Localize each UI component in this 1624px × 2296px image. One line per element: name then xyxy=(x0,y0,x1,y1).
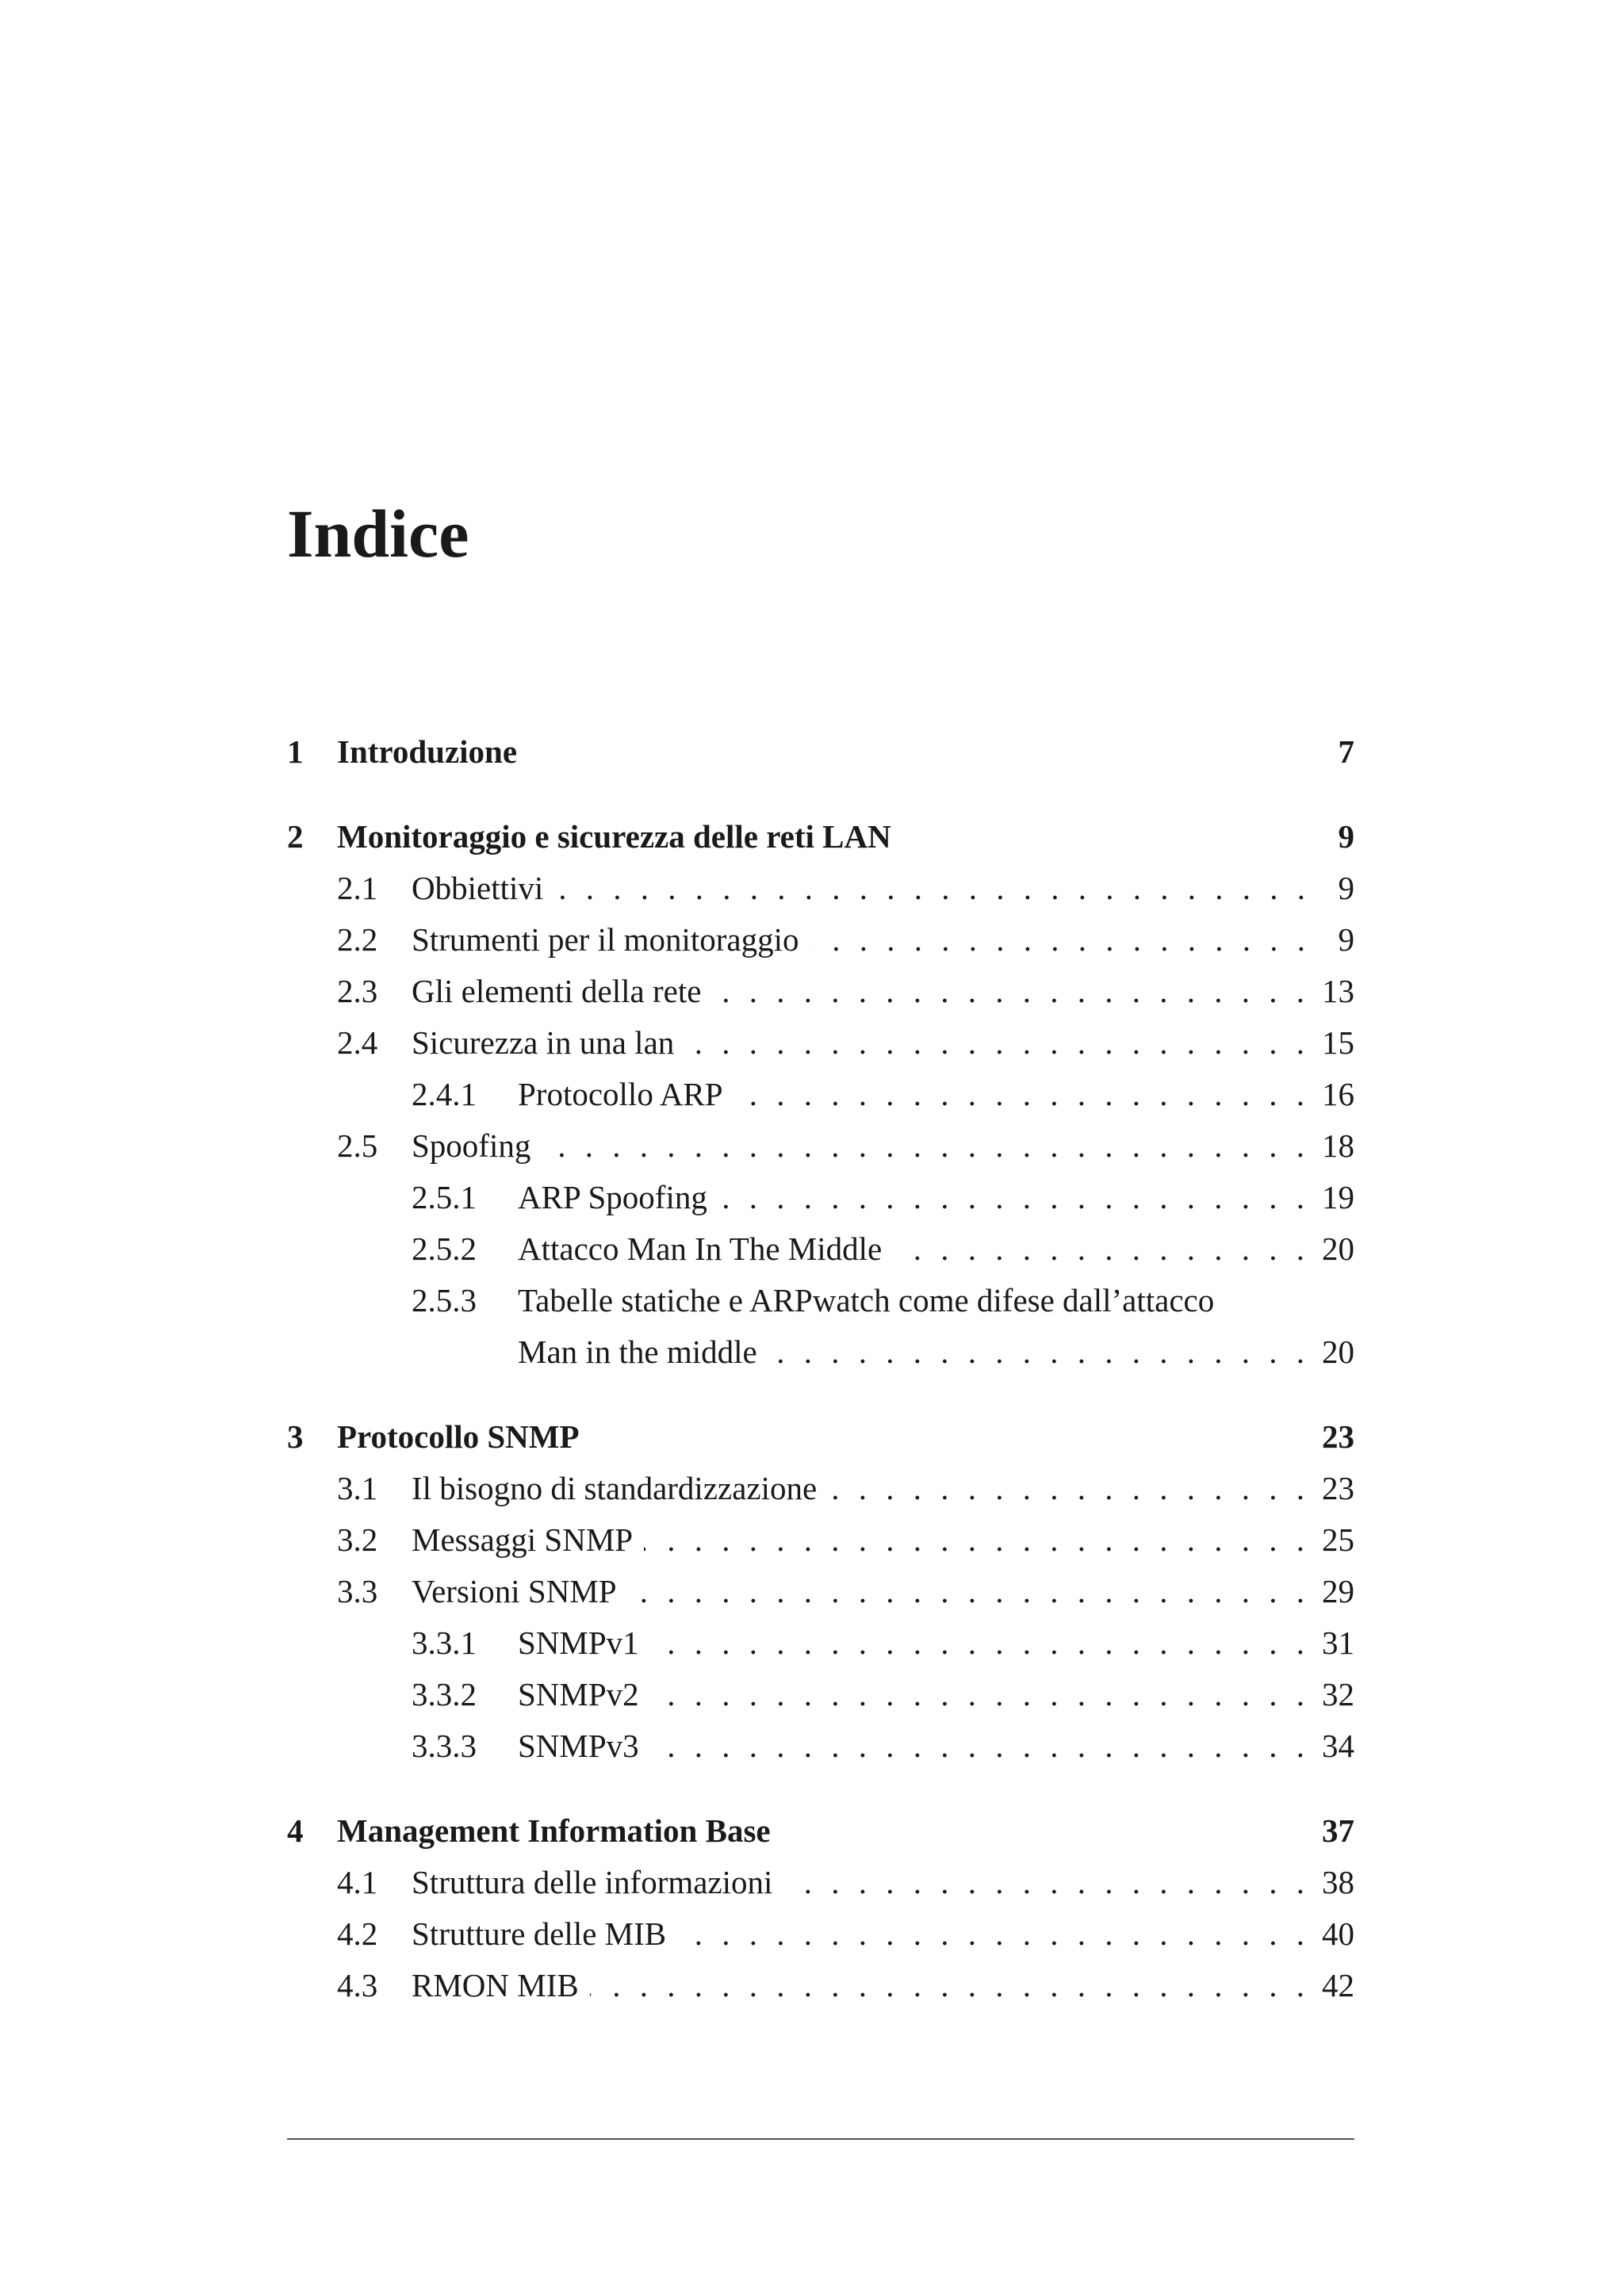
section-number: 2.5 xyxy=(337,1127,378,1164)
dot-leaders xyxy=(628,1572,1304,1610)
section-title: Strumenti per il monitoraggio xyxy=(412,920,799,958)
dot-leaders xyxy=(677,1915,1304,1953)
toc-section-entry[interactable] xyxy=(287,1565,1354,1617)
subsection-number: 3.3.1 xyxy=(412,1624,477,1661)
footer-rule xyxy=(287,2138,1354,2140)
toc-subsection-entry[interactable] xyxy=(287,1171,1354,1223)
toc-section-entry[interactable] xyxy=(287,1513,1354,1565)
toc-chapter-3 xyxy=(287,1410,1354,1771)
section-title: Il bisogno di standardizzazione xyxy=(412,1469,818,1506)
toc-chapter-2 xyxy=(287,810,1354,1377)
toc-section-entry[interactable] xyxy=(287,1119,1354,1171)
page-number: 34 xyxy=(1322,1727,1354,1764)
dot-leaders xyxy=(893,1230,1304,1268)
page-number: 19 xyxy=(1322,1178,1354,1215)
toc-section-entry[interactable] xyxy=(287,1016,1354,1068)
toc-subsection-entry[interactable] xyxy=(287,1720,1354,1771)
page-number: 15 xyxy=(1322,1024,1354,1061)
dot-leaders xyxy=(810,920,1305,959)
chapter-number: 4 xyxy=(287,1812,304,1849)
page-number: 23 xyxy=(1322,1418,1354,1455)
page-number: 40 xyxy=(1322,1915,1354,1952)
section-number: 2.3 xyxy=(337,972,378,1009)
dot-leaders xyxy=(712,972,1304,1010)
page-number: 38 xyxy=(1322,1863,1354,1900)
dot-leaders xyxy=(768,1333,1304,1371)
dot-leaders xyxy=(650,1727,1304,1765)
page-number: 20 xyxy=(1322,1230,1354,1267)
chapter-title: Management Information Base xyxy=(337,1812,771,1849)
toc-subsection-entry[interactable] xyxy=(287,1274,1354,1326)
page-number: 16 xyxy=(1322,1075,1354,1112)
page-number: 37 xyxy=(1322,1812,1354,1849)
toc-subsection-entry[interactable] xyxy=(287,1068,1354,1119)
dot-leaders xyxy=(783,1863,1304,1901)
chapter-number: 2 xyxy=(287,817,304,855)
page-number: 23 xyxy=(1322,1469,1354,1506)
subsection-title: SNMPv2 xyxy=(518,1675,639,1712)
section-number: 3.3 xyxy=(337,1572,378,1609)
section-title: Gli elementi della rete xyxy=(412,972,702,1009)
page-number: 9 xyxy=(1338,869,1354,906)
toc-section-entry[interactable] xyxy=(287,1856,1354,1908)
subsection-number: 2.4.1 xyxy=(412,1075,477,1112)
toc-section-entry[interactable] xyxy=(287,1959,1354,2011)
toc-subsection-entry[interactable] xyxy=(287,1617,1354,1668)
dot-leaders xyxy=(650,1675,1304,1713)
dot-leaders xyxy=(590,1966,1304,2004)
section-title: Spoofing xyxy=(412,1127,531,1164)
page-number: 9 xyxy=(1338,920,1354,958)
toc-chapter-4 xyxy=(287,1804,1354,2011)
toc-chapter-entry[interactable] xyxy=(287,810,1354,862)
toc-section-entry[interactable] xyxy=(287,913,1354,965)
section-title: Strutture delle MIB xyxy=(412,1915,667,1952)
section-number: 3.1 xyxy=(337,1469,378,1506)
section-title: Versioni SNMP xyxy=(412,1572,617,1609)
section-number: 2.4 xyxy=(337,1024,378,1061)
toc-chapter-entry[interactable] xyxy=(287,725,1354,777)
section-number: 4.2 xyxy=(337,1915,378,1952)
subsection-title: SNMPv3 xyxy=(518,1727,639,1764)
section-title: Struttura delle informazioni xyxy=(412,1863,773,1900)
section-number: 3.2 xyxy=(337,1521,378,1558)
section-title: Messaggi SNMP xyxy=(412,1521,634,1558)
page-number: 7 xyxy=(1338,733,1354,770)
page-number: 18 xyxy=(1322,1127,1354,1164)
section-title: Sicurezza in una lan xyxy=(412,1024,675,1061)
toc-section-entry[interactable] xyxy=(287,965,1354,1016)
subsection-title: Protocollo ARP xyxy=(518,1075,723,1112)
subsection-title: Man in the middle xyxy=(518,1333,757,1370)
chapter-number: 3 xyxy=(287,1418,304,1455)
table-of-contents xyxy=(287,725,1354,2044)
section-title: RMON MIB xyxy=(412,1966,579,2003)
dot-leaders xyxy=(718,1178,1304,1216)
page-number: 25 xyxy=(1322,1521,1354,1558)
section-number: 2.1 xyxy=(337,869,378,906)
section-number: 4.1 xyxy=(337,1863,378,1900)
page-number: 9 xyxy=(1338,817,1354,855)
page-title: Indice xyxy=(287,496,469,572)
subsection-number: 3.3.2 xyxy=(412,1675,477,1712)
section-title: Obbiettivi xyxy=(412,869,544,906)
dot-leaders xyxy=(685,1024,1304,1062)
page-number: 31 xyxy=(1322,1624,1354,1661)
chapter-title: Protocollo SNMP xyxy=(337,1418,580,1455)
page-number: 29 xyxy=(1322,1572,1354,1609)
toc-chapter-entry[interactable] xyxy=(287,1410,1354,1462)
dot-leaders xyxy=(734,1075,1304,1113)
page-number: 20 xyxy=(1322,1333,1354,1370)
subsection-number: 2.5.2 xyxy=(412,1230,477,1267)
toc-chapter-1 xyxy=(287,725,1354,777)
toc-subsection-continuation[interactable] xyxy=(287,1326,1354,1377)
toc-section-entry[interactable] xyxy=(287,1462,1354,1513)
dot-leaders xyxy=(542,1127,1304,1165)
chapter-title: Introduzione xyxy=(337,733,518,770)
toc-chapter-entry[interactable] xyxy=(287,1804,1354,1856)
toc-subsection-entry[interactable] xyxy=(287,1668,1354,1720)
subsection-title: Tabelle statiche e ARPwatch come difese dall’attacco xyxy=(518,1281,1215,1318)
dot-leaders xyxy=(554,869,1305,907)
dot-leaders xyxy=(828,1469,1304,1507)
subsection-number: 2.5.3 xyxy=(412,1281,477,1318)
subsection-number: 3.3.3 xyxy=(412,1727,477,1764)
page-number: 32 xyxy=(1322,1675,1354,1712)
subsection-title: SNMPv1 xyxy=(518,1624,639,1661)
subsection-title: Attacco Man In The Middle xyxy=(518,1230,883,1267)
chapter-number: 1 xyxy=(287,733,304,770)
toc-section-entry[interactable] xyxy=(287,862,1354,913)
section-number: 2.2 xyxy=(337,920,378,958)
page-number: 13 xyxy=(1322,972,1354,1009)
subsection-title: ARP Spoofing xyxy=(518,1178,707,1215)
section-number: 4.3 xyxy=(337,1966,378,2003)
dot-leaders xyxy=(650,1624,1304,1662)
page-number: 42 xyxy=(1322,1966,1354,2003)
subsection-number: 2.5.1 xyxy=(412,1178,477,1215)
chapter-title: Monitoraggio e sicurezza delle reti LAN xyxy=(337,817,891,855)
toc-section-entry[interactable] xyxy=(287,1908,1354,1959)
dot-leaders xyxy=(644,1521,1304,1559)
toc-subsection-entry[interactable] xyxy=(287,1223,1354,1274)
